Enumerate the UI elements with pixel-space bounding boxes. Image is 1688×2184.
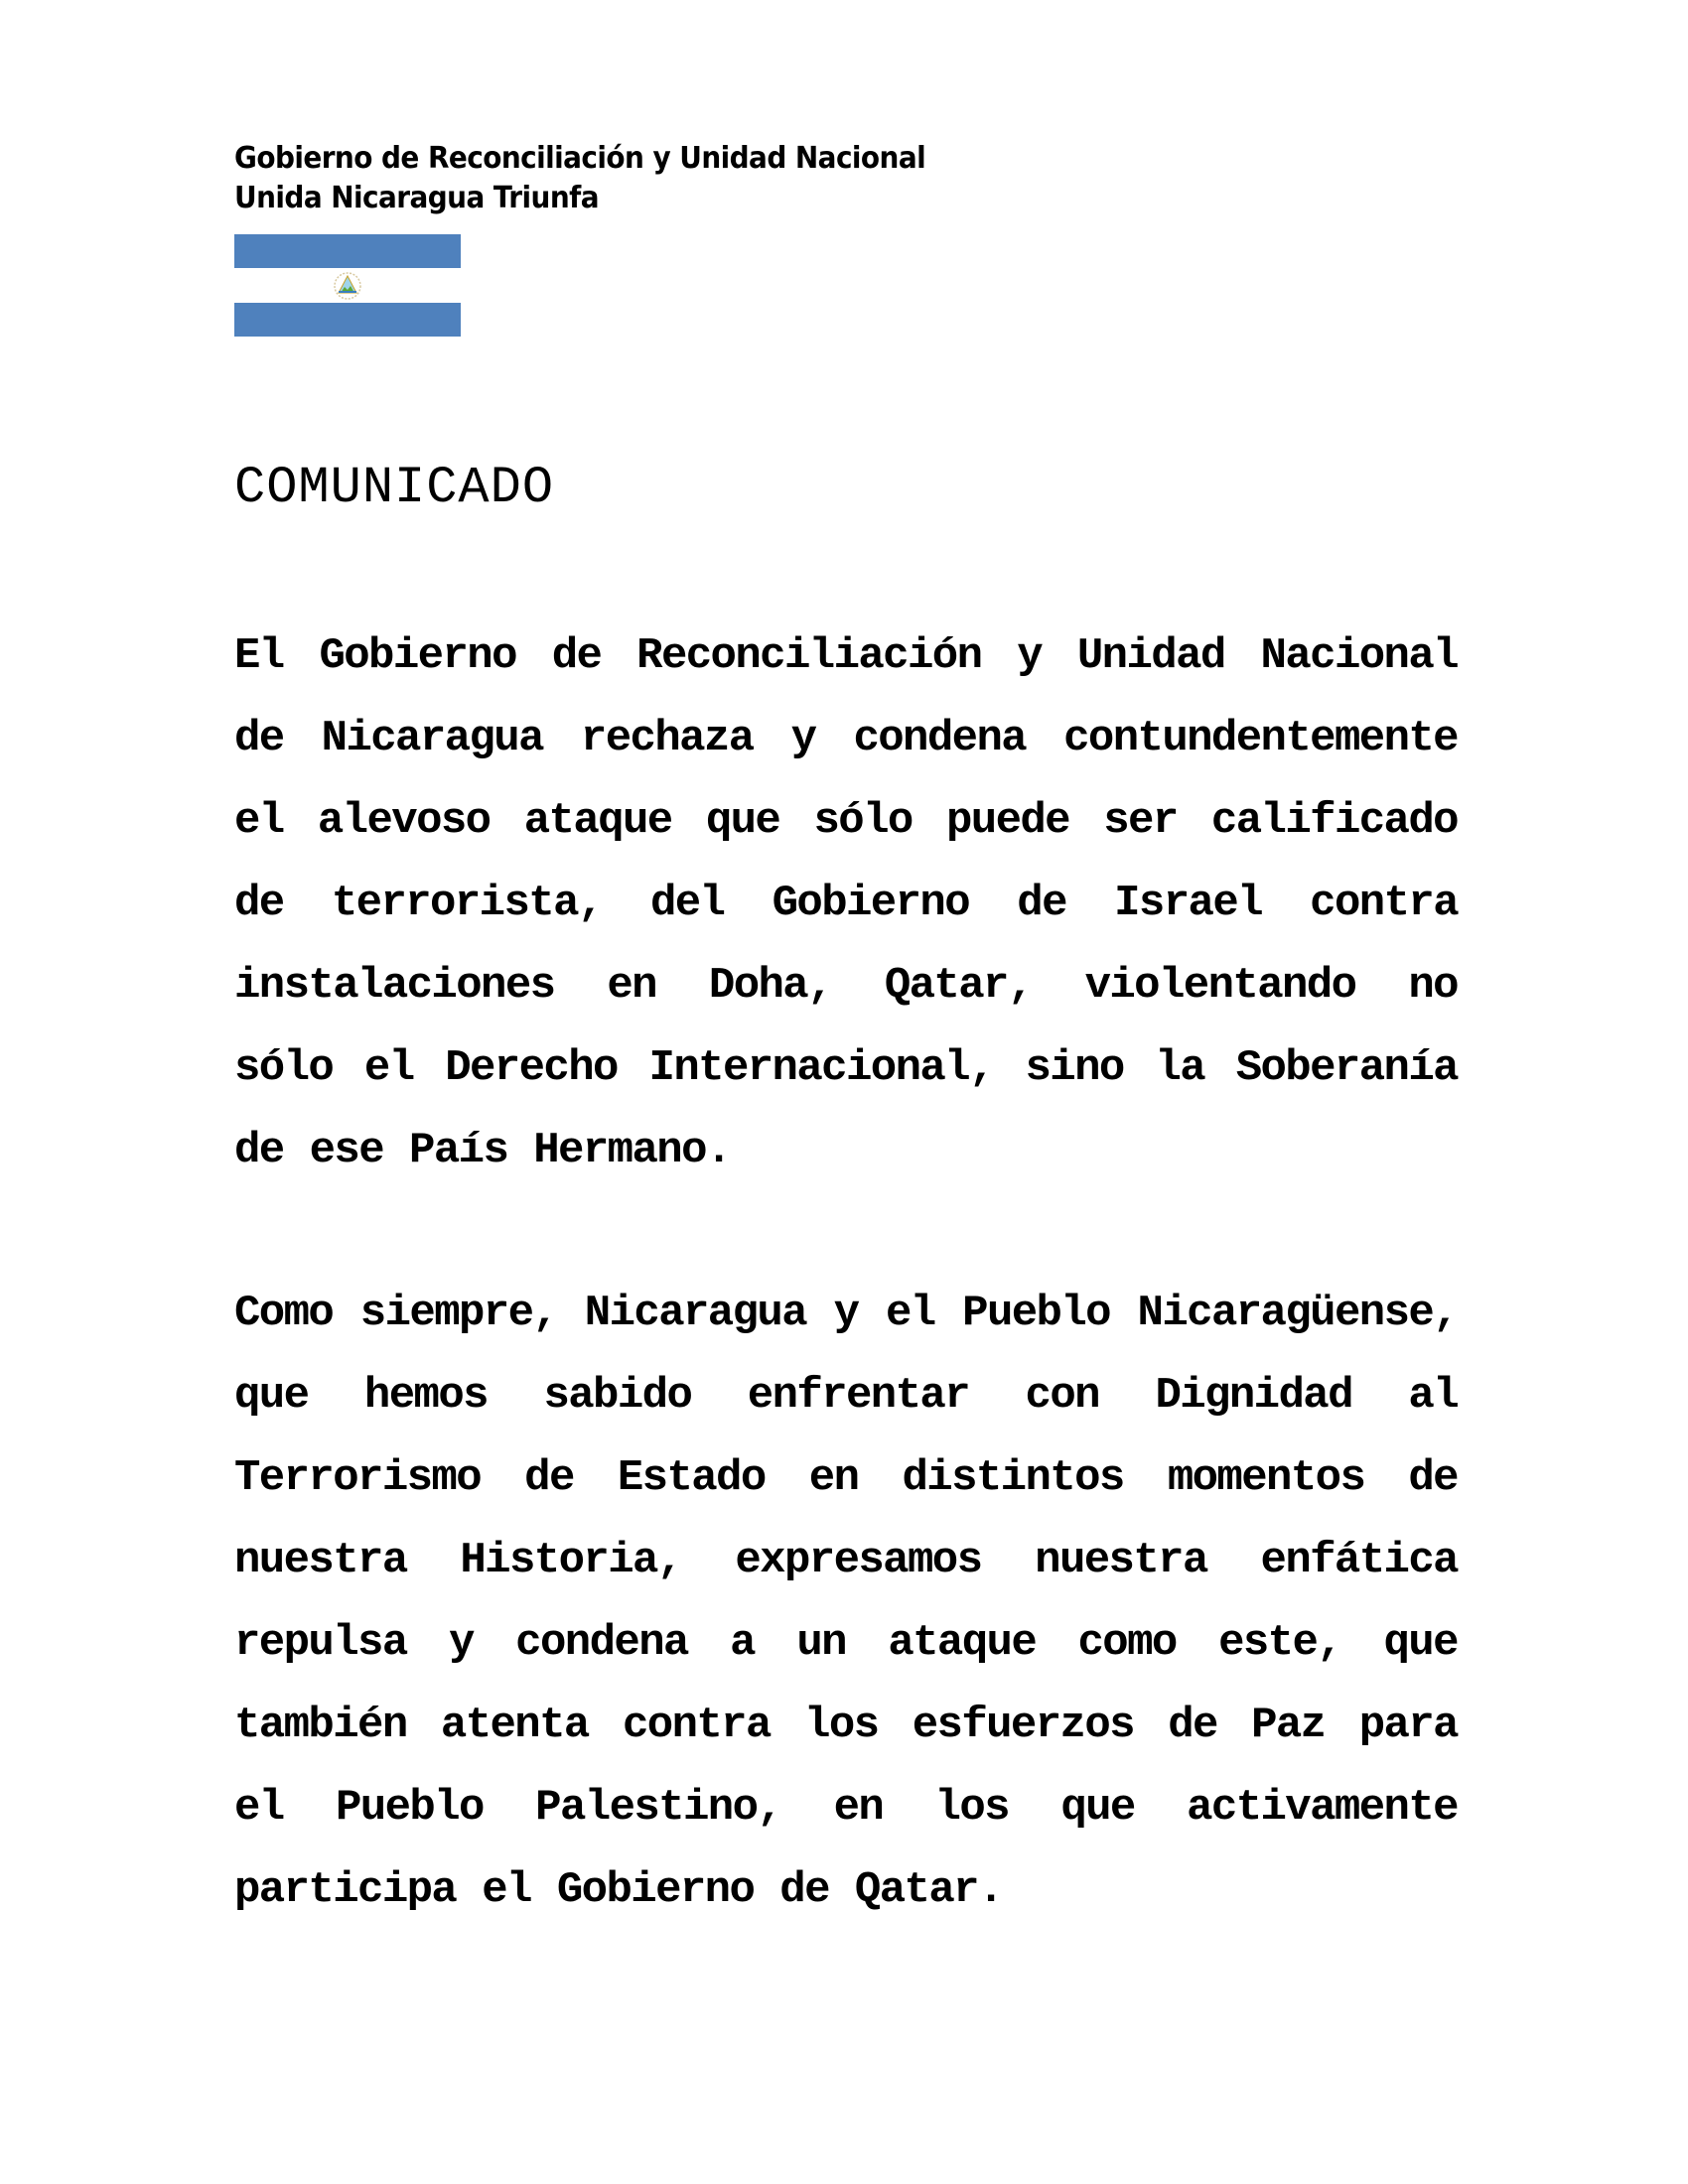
- word: enfática: [1260, 1536, 1458, 1585]
- word: Gobierno: [556, 1865, 755, 1915]
- word: de: [1408, 1453, 1458, 1503]
- document-title: COMUNICADO: [234, 459, 555, 517]
- word: alevoso: [317, 796, 491, 846]
- text-line: [234, 1849, 1458, 1932]
- nicaragua-flag-icon: [234, 234, 461, 337]
- word: expresamos: [735, 1536, 982, 1585]
- word: Internacional,: [648, 1043, 994, 1093]
- word: Gobierno: [772, 879, 970, 928]
- text-line: [234, 945, 1458, 1027]
- text-line: [234, 1437, 1458, 1520]
- word: Historia,: [460, 1536, 682, 1585]
- word: los: [934, 1783, 1009, 1833]
- word: El: [234, 631, 284, 681]
- word: Palestino,: [535, 1783, 782, 1833]
- text-line: [234, 863, 1458, 945]
- word: contundentemente: [1063, 714, 1458, 763]
- word: Terrorismo: [234, 1453, 482, 1503]
- flag-bottom-band: [234, 303, 461, 337]
- word: Doha,: [708, 961, 832, 1011]
- word: Soberanía: [1235, 1043, 1458, 1093]
- text-line: [234, 1110, 1458, 1192]
- word: que: [1060, 1783, 1135, 1833]
- word: de: [524, 1453, 574, 1503]
- word: enfrentar: [747, 1371, 970, 1421]
- word: Reconciliación: [636, 631, 982, 681]
- word: Qatar.: [854, 1865, 1003, 1915]
- word: hemos: [363, 1371, 488, 1421]
- word: también: [234, 1701, 407, 1750]
- word: Qatar,: [884, 961, 1033, 1011]
- word: nuestra: [234, 1536, 407, 1585]
- word: País: [409, 1126, 508, 1175]
- word: Nicaragua: [321, 714, 543, 763]
- word: los: [804, 1701, 879, 1750]
- word: Hermano.: [533, 1126, 731, 1175]
- word: Estado: [617, 1453, 766, 1503]
- word: Gobierno: [319, 631, 516, 681]
- paragraph-1: [234, 615, 1458, 1192]
- text-line: [234, 1355, 1458, 1437]
- word: distintos: [902, 1453, 1124, 1503]
- text-line: [234, 780, 1458, 863]
- word: atenta: [440, 1701, 589, 1750]
- word: no: [1408, 961, 1458, 1011]
- word: siempre,: [359, 1289, 558, 1338]
- coat-of-arms-icon: [328, 271, 367, 301]
- word: de: [1017, 879, 1066, 928]
- flag-middle-band: [234, 268, 461, 303]
- word: el: [482, 1865, 531, 1915]
- word: en: [808, 1453, 859, 1503]
- word: el: [234, 1783, 284, 1833]
- word: Nicaragua: [584, 1289, 807, 1338]
- word: este,: [1218, 1618, 1342, 1668]
- word: en: [833, 1783, 884, 1833]
- word: repulsa: [234, 1618, 407, 1668]
- word: el: [885, 1289, 935, 1338]
- word: la: [1155, 1043, 1204, 1093]
- letterhead-government-name: Gobierno de Reconciliación y Unidad Nacional: [234, 141, 926, 176]
- word: condena: [853, 714, 1027, 763]
- word: de: [234, 714, 284, 763]
- word: y: [449, 1618, 474, 1668]
- word: Derecho: [445, 1043, 618, 1093]
- word: y: [1017, 631, 1043, 681]
- word: ese: [309, 1126, 384, 1175]
- word: al: [1408, 1371, 1458, 1421]
- word: sabido: [543, 1371, 692, 1421]
- word: Nicaragüense,: [1137, 1289, 1458, 1338]
- word: rechaza: [580, 714, 754, 763]
- text-line: [234, 1273, 1458, 1355]
- word: de: [234, 879, 284, 928]
- word: un: [796, 1618, 846, 1668]
- word: activamente: [1187, 1783, 1458, 1833]
- text-line: [234, 1602, 1458, 1685]
- word: para: [1358, 1701, 1458, 1750]
- word: de: [1168, 1701, 1217, 1750]
- word: y: [790, 714, 816, 763]
- word: en: [607, 961, 656, 1011]
- text-line: [234, 1027, 1458, 1110]
- word: como: [1077, 1618, 1177, 1668]
- word: el: [363, 1043, 414, 1093]
- word: que: [705, 796, 780, 846]
- text-line: [234, 615, 1458, 698]
- word: Pueblo: [962, 1289, 1110, 1338]
- word: Nacional: [1260, 631, 1458, 681]
- flag-top-band: [234, 234, 461, 268]
- word: de: [551, 631, 602, 681]
- word: momentos: [1167, 1453, 1365, 1503]
- letterhead-slogan: Unida Nicaragua Triunfa: [234, 181, 599, 215]
- word: el: [234, 796, 284, 846]
- word: puede: [945, 796, 1069, 846]
- word: Unidad: [1076, 631, 1225, 681]
- word: nuestra: [1035, 1536, 1207, 1585]
- word: esfuerzos: [912, 1701, 1134, 1750]
- word: sólo: [813, 796, 913, 846]
- word: participa: [234, 1865, 457, 1915]
- word: Paz: [1251, 1701, 1326, 1750]
- word: a: [730, 1618, 755, 1668]
- word: sino: [1025, 1043, 1124, 1093]
- word: y: [833, 1289, 859, 1338]
- word: ser: [1103, 796, 1178, 846]
- text-line: [234, 1685, 1458, 1767]
- word: terrorista,: [331, 879, 603, 928]
- word: con: [1025, 1371, 1099, 1421]
- text-line: [234, 698, 1458, 780]
- word: Pueblo: [335, 1783, 484, 1833]
- word: contra: [622, 1701, 771, 1750]
- letterhead: [234, 139, 925, 218]
- word: violentando: [1084, 961, 1356, 1011]
- word: del: [649, 879, 725, 928]
- text-line: [234, 1767, 1458, 1849]
- word: contra: [1310, 879, 1458, 928]
- word: Como: [234, 1289, 334, 1338]
- word: sólo: [234, 1043, 334, 1093]
- word: calificado: [1210, 796, 1458, 846]
- word: instalaciones: [234, 961, 555, 1011]
- text-line: [234, 1520, 1458, 1602]
- word: Dignidad: [1155, 1371, 1352, 1421]
- word: condena: [515, 1618, 688, 1668]
- word: ataque: [888, 1618, 1037, 1668]
- word: Israel: [1114, 879, 1262, 928]
- word: de: [234, 1126, 284, 1175]
- word: de: [779, 1865, 829, 1915]
- word: ataque: [523, 796, 672, 846]
- word: que: [234, 1371, 309, 1421]
- paragraph-2: [234, 1273, 1458, 1932]
- word: que: [1383, 1618, 1458, 1668]
